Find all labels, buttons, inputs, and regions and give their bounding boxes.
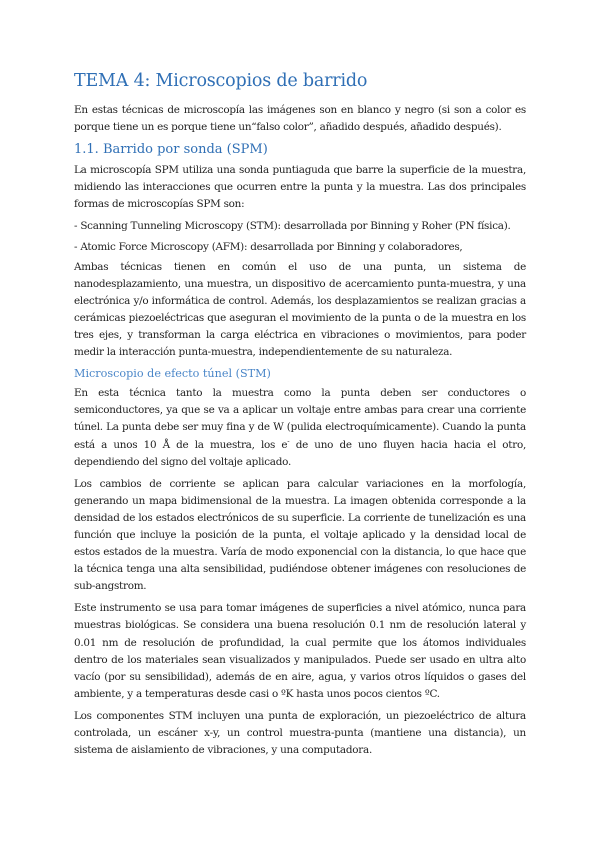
spm-paragraph-1: La microscopía SPM utiliza una sonda puntiaguda que barre la superficie de la muestra, midiendo las interacciones que ocurren entre la punta y la muestra. Las dos principales formas de microscopías SPM son: (74, 164, 526, 211)
spm-list-item-stm: - Scanning Tunneling Microscopy (STM): desarrollada por Binning y Roher (PN física). (74, 220, 511, 233)
stm-paragraph-1 (74, 385, 526, 470)
stm-paragraph-2: Los cambios de corriente se aplican para calcular variaciones en la morfología, generando un mapa bidimensional de la muestra. La imagen obtenida corresponde a la densidad de los estados electrónicos de su superficie. La corriente de tunelización es una función que incluye la posición de la punta, el voltaje aplicado y la densidad local de estos estados de la muestra. Varía de modo exponencial con la distancia, lo que hace que la técnica tenga una alta sensibilidad, pudiéndose obtener imágenes con resoluciones de sub-angstrom. (74, 477, 526, 593)
page-title: TEMA 4: Microscopios de barrido (74, 71, 368, 91)
document-content (74, 70, 526, 764)
spm-list-item-afm: - Atomic Force Microscopy (AFM): desarrollada por Binning y colaboradores, (74, 240, 463, 253)
stm-paragraph-4: Los componentes STM incluyen una punta de exploración, un piezoeléctrico de altura controlada, un escáner x-y, un control muestra-punta (mantiene una distancia), un sistema de aislamiento de vibraciones, y una computadora. (74, 709, 526, 757)
section-heading-stm: Microscopio de efecto túnel (STM) (74, 367, 271, 381)
electron-superscript: - (287, 437, 290, 446)
intro-paragraph: En estas técnicas de microscopía las imágenes son en blanco y negro (si son a color es porque tiene un es porque tiene un“falso color”, añadido después, añadido después). (74, 104, 526, 134)
stm-paragraph-3: Este instrumento se usa para tomar imágenes de superficies a nivel atómico, nunca para muestras biológicas. Se considera una buena resolución 0.1 nm de resolución lateral y 0.01 nm de resolución de profundidad, la cual permite que los átomos individuales dentro de los materiales sean visualizados y manipulados. Puede ser usado en ultra alto vacío (por su sensibilidad), además de en aire, agua, y varios otros líquidos o gases del ambiente, y a temperaturas desde casi o ºK hasta unos pocos cientos ºC. (74, 602, 526, 700)
section-heading-spm: 1.1. Barrido por sonda (SPM) (74, 142, 268, 158)
stm-p1-text-b: de uno de uno fluyen hacia hacia el otro, dependiendo del signo del voltaje aplicado. (74, 438, 527, 468)
stm-p1-text-a: En esta técnica tanto la muestra como la punta deben ser conductores o semiconductores, ya que se va a aplicar un voltaje entre ambas para crear una corriente túnel. La punta debe ser muy fina y de W (pulida electroquímicamente). Cuando la punta está a unos 10 Å de la muestra, los e (74, 387, 526, 451)
spm-paragraph-2: Ambas técnicas tienen en común el uso de una punta, un sistema de nanodesplazamiento, una muestra, un dispositivo de acercamiento punta-muestra, y una electrónica y/o informática de control. Además, los desplazamientos se realizan gracias a cerámicas piezoeléctricas que aseguran el movimiento de la punta o de la muestra en los tres ejes, y transforman la carga eléctrica en vibraciones o movimientos, para poder medir la interacción punta-muestra, independientemente de su naturaleza. (74, 260, 526, 359)
